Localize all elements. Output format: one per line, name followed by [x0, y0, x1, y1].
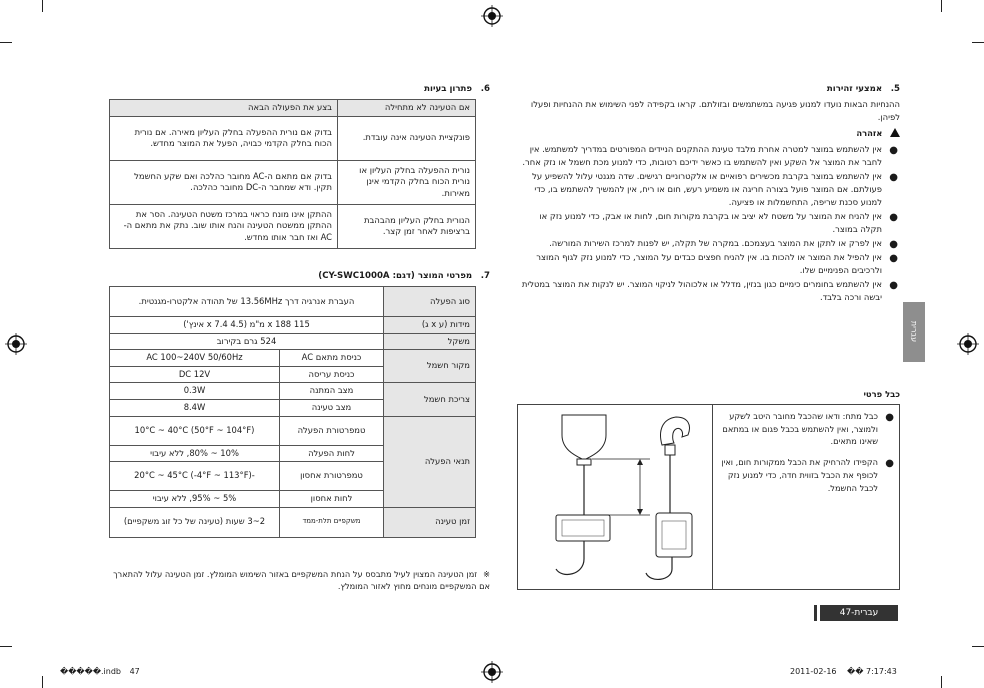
footer-timestamp — [790, 666, 897, 677]
footer-file-page: 47 — [129, 667, 140, 676]
spec-sublabel: טמפרטורת אחסון — [280, 462, 384, 491]
table-row — [110, 507, 476, 537]
spec-sublabel: לחות אחסון — [280, 491, 384, 508]
section5-heading — [520, 83, 900, 96]
spec-footnote — [108, 568, 490, 593]
column-header-solution: בצע את הפעולה הבאה — [110, 100, 338, 117]
list-item: ● אין להשתמש במוצר בקרבת מכשירים רפואיים או אלקטרוניים רגישים. שדה מגנטי עלול להשפיע על פעולתם. אם המוצר פועל בצורה חריגה או משמיע רעש, חום או ריח, אין להמשיך להשתמש בו, כדי למנוע סכנת שריפה, התחשמלות או פציעה. — [532, 171, 898, 208]
section6-title: פתרון בעיות — [424, 84, 473, 94]
footer-date: 2011-02-16 — [790, 667, 837, 676]
table-row — [110, 416, 476, 445]
spec-sublabel: כניסת מתאם AC — [280, 350, 384, 367]
spec-sublabel: מצב טעינה — [280, 399, 384, 416]
list-item: ● אין להשתמש בחומרים כימיים כגון בנזין, מדלל או אלכוהול לניקוי המוצר. יש לנקות את המוצר במטלית יבשה ורכה בלבד. — [521, 279, 898, 303]
solution-cell: בדוק אם נורית ההפעלה בחלק העליון מאירה. אם נורית הכוח בחלק הקדמי כבויה, הפעל את המוצר מחדש. — [110, 116, 338, 160]
spec-sublabel: לחות הפעלה — [280, 445, 384, 462]
troubleshooting-table — [109, 99, 476, 249]
spec-group-label: מקור חשמל — [384, 350, 476, 383]
table-header-row — [110, 100, 476, 117]
spec-label: סוג הפעלה — [384, 287, 476, 317]
spec-value: 8.4W — [110, 399, 280, 416]
section7-title: מפרטי המוצר (דגם: CY-SWC1000A) — [318, 271, 473, 281]
cable-info-box — [517, 404, 900, 590]
list-item: ● אין להשתמש במוצר למטרה אחרת מלבד טעינת ההתקנים הניידים המפורטים במדריך למשתמש. אין לחבר את המוצר אל השקע ואין להשתמש בו כאשר ידיכם רטובות, כדי למנוע מכת חשמל או נזק אחר. — [522, 144, 898, 168]
spec-label: זמן טעינה — [384, 507, 476, 537]
spec-value: 10% ~ 80%, ללא עיבוי — [110, 445, 280, 462]
warning-label: אזהרה — [856, 128, 883, 138]
table-row — [110, 317, 476, 334]
crop-mark — [972, 646, 984, 647]
section6-number: 6. — [480, 84, 490, 94]
table-row — [110, 116, 476, 160]
crop-mark — [0, 646, 12, 647]
spec-group-label: תנאי הפעלה — [384, 416, 476, 507]
crop-mark — [972, 42, 984, 43]
spec-label: משקל — [384, 333, 476, 350]
footer-time: 7:17:43 — [866, 667, 897, 676]
footnote-mark: ※ — [483, 569, 490, 579]
section5-intro: ההנחיות הבאות נועדו למנוע פגיעה במשתמשים ובזולתם. קראו בקפידה לפני השימוש את ההנחיות ופעלו לפיהן. — [530, 99, 900, 123]
table-row — [110, 333, 476, 350]
registration-mark-left — [5, 333, 27, 355]
spec-value: DC 12V — [110, 366, 280, 383]
spec-sublabel: מצב המתנה — [280, 383, 384, 400]
spec-value: 5% ~ 95%, ללא עיבוי — [110, 491, 280, 508]
spec-value: -20°C ~ 45°C (-4°F ~ 113°F) — [110, 462, 280, 491]
language-side-tab — [903, 302, 925, 362]
cable-box-divider — [712, 405, 713, 589]
section5-number: 5. — [890, 84, 900, 94]
spec-sublabel: טמפרטורת הפעלה — [280, 416, 384, 445]
page-number: עברית-47 — [820, 605, 898, 621]
footer-file-info — [60, 666, 140, 677]
solution-cell: בדוק אם מתאם ה-AC מחובר כהלכה ואם שקע החשמל תקין. ודא שמחבר ה-DC מחובר כהלכה. — [110, 160, 338, 204]
spec-value: 524 גרם בקירוב — [110, 333, 384, 350]
registration-mark-right — [957, 333, 979, 355]
cable-illustration — [522, 409, 708, 587]
table-row — [110, 383, 476, 400]
warning-heading — [520, 128, 900, 140]
spec-value: AC 100~240V 50/60Hz — [110, 350, 280, 367]
spec-sublabel: משקפיים תלת-ממד — [280, 507, 384, 537]
crop-mark — [42, 676, 43, 688]
table-row — [110, 287, 476, 317]
list-item: ● אין לפרק או לתקן את המוצר בעצמכם. במקרה של תקלה, יש לפנות למרכז השירות המורשה. — [549, 238, 898, 251]
side-tab-label: עברית — [909, 320, 919, 343]
problem-cell: נורית ההפעלה בחלק העליון או נורית הכוח בחלק הקדמי אינן מאירות. — [338, 160, 476, 204]
spec-value: 115 x 188 מ"מ (4.5 x 7.4 אינץ') — [110, 317, 384, 334]
list-item: ● כבל מתח: ודאו שהכבל מחובר היטב לשקע ולמוצר, ואין להשתמש בכבל פגום או במתאם שאינו מתאים. — [722, 411, 894, 447]
specifications-table — [109, 286, 476, 538]
crop-mark — [0, 42, 12, 43]
table-row — [110, 204, 476, 248]
table-row — [110, 350, 476, 367]
spec-value: 10°C ~ 40°C (50°F ~ 104°F) — [110, 416, 280, 445]
spec-group-label: צריכת חשמל — [384, 383, 476, 416]
crop-mark — [42, 0, 43, 12]
list-item: ● הקפידו להרחיק את הכבל ממקורות חום, ואין לכופף את הכבל בזווית חדה, כדי למנוע נזק לכבל החשמל. — [721, 457, 894, 493]
registration-mark-bottom — [481, 661, 503, 683]
spec-value: העברת אנרגיה דרך 13.56MHz של תהודה אלקטרו-מגנטית. — [110, 287, 384, 317]
list-item: ● אין להפיל את המוצר או להכות בו. אין להניח חפצים כבדים על המוצר, כדי למנוע נזק לגוף המוצר ולרכיבים הפנימיים שלו. — [536, 252, 898, 276]
crop-mark — [941, 676, 942, 688]
spec-sublabel: כניסת עריסה — [280, 366, 384, 383]
cable-title: כבל פרטי — [863, 389, 900, 399]
footer-file-name: �����.indb — [60, 667, 122, 676]
warning-icon — [890, 128, 900, 137]
spec-value: 2~3 שעות (טעינה של כל זוג משקפיים) — [110, 507, 280, 537]
footnote-text: זמן הטעינה המצוין לעיל מתבסס על הנחת המשקפיים באזור השימוש המומלץ. זמן הטעינה עלול להתארך אם המשקפיים מונחים מחוץ לאזור המומלץ. — [113, 569, 490, 592]
footer-time-prefix: �� — [847, 667, 864, 676]
registration-mark-top — [481, 5, 503, 27]
column-header-problem: אם הטעינה לא מתחילה — [338, 100, 476, 117]
solution-cell: ההתקן אינו מונח כראוי במרכז משטח הטעינה. הסר את ההתקן ממשטח הטעינה והנח אותו שוב. נתק את מתאם ה-AC ואז חבר אותו מחדש. — [110, 204, 338, 248]
crop-mark — [941, 0, 942, 12]
section5-title: אמצעי זהירות — [826, 84, 883, 94]
cable-notes-list — [718, 410, 896, 495]
spec-value: 0.3W — [110, 383, 280, 400]
spec-label: מידות (ע x ג) — [384, 317, 476, 334]
problem-cell: פונקציית הטעינה אינה עובדת. — [338, 116, 476, 160]
section7-number: 7. — [480, 271, 490, 281]
warning-list — [516, 143, 900, 305]
table-row — [110, 160, 476, 204]
problem-cell: הנורית בחלק העליון מהבהבת ברציפות לאחר זמן קצר. — [338, 204, 476, 248]
section7-heading — [110, 270, 490, 283]
section6-heading — [110, 83, 490, 96]
list-item: ● אין להניח את המוצר על משטח לא יציב או בקרבת מקורות חום, לחות או אבק, כדי למנוע נזק או תקלה במוצר. — [539, 211, 898, 235]
